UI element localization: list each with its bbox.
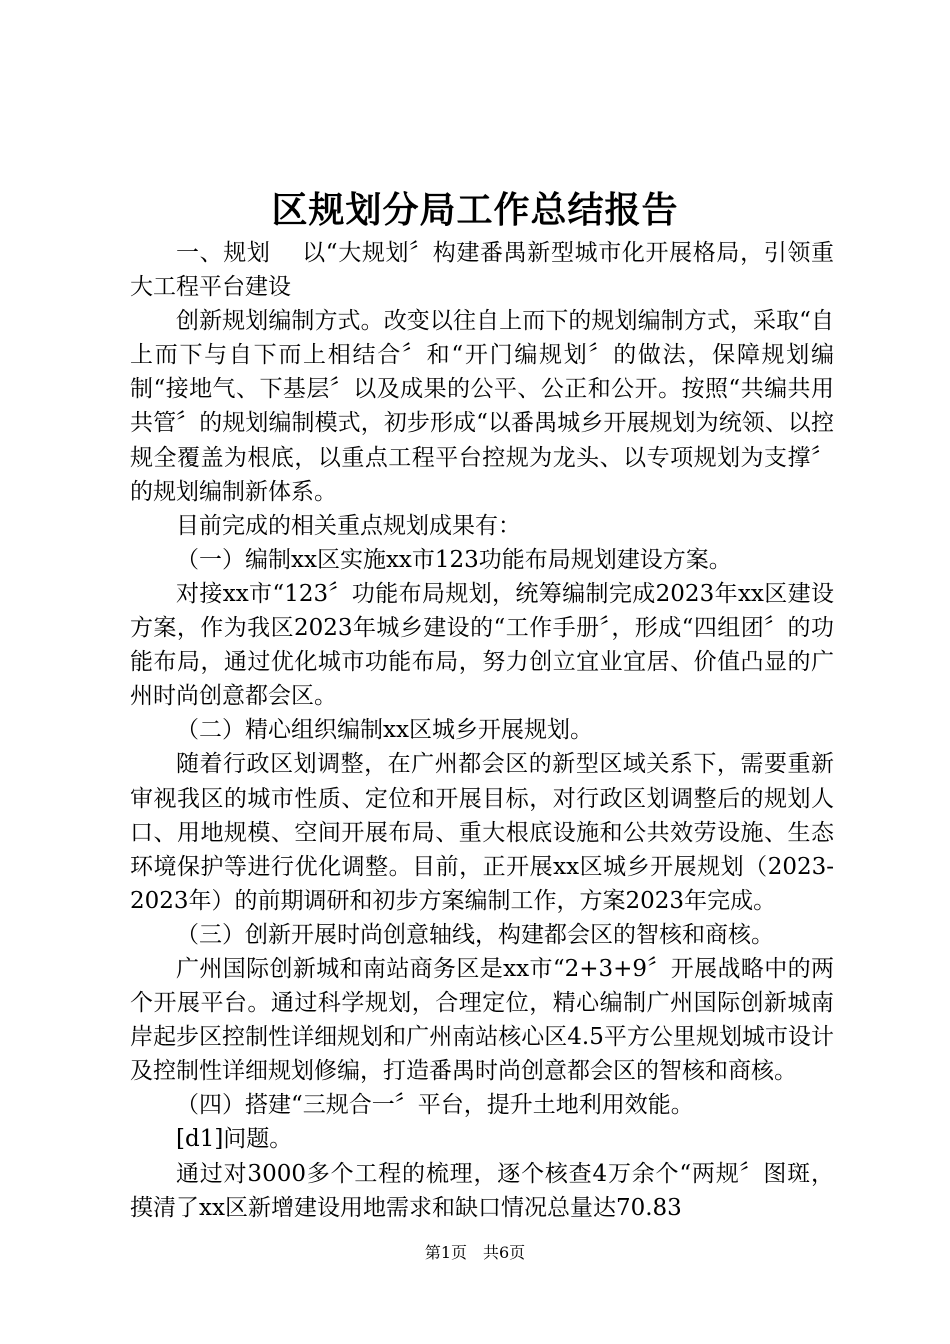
paragraph: 目前完成的相关重点规划成果有： [176, 512, 521, 539]
subheading-4: （四）搭建“三规合一〞平台，提升土地利用效能。 [176, 1092, 694, 1119]
subheading-3: （三）创新开展时尚创意轴线，构建都会区的智核和商核。 [176, 921, 774, 948]
comment-marker-paragraph: [d1]问题。 [176, 1126, 293, 1153]
page-footer: 第1页 共6页 [424, 1243, 526, 1262]
paragraph: 广州国际创新城和南站商务区是xx市“2+3+9〞开展战略中的两个开展平台。通过科学规划，合理定位，精心编制广州国际创新城南岸起步区控制性详细规划和广州南站核心区4.5平方公里规划城市设计及控制性详细规划修编，打造番禺时尚创意都会区的智核和商核。 [130, 955, 834, 1085]
paragraph: 对接xx市“123〞功能布局规划，统筹编制完成2023年xx区建设方案，作为我区2023年城乡建设的“工作手册〞，形成“四组团〞的功能布局，通过优化城市功能布局，努力创立宜业宜居、价值凸显的广州时尚创意都会区。 [130, 580, 834, 710]
subheading-2: （二）精心组织编制xx区城乡开展规划。 [176, 717, 593, 744]
paragraph: 创新规划编制方式。改变以往自上而下的规划编制方式，采取“自上而下与自下而上相结合〞和“开门编规划〞的做法，保障规划编制“接地气、下基层〞以及成果的公平、公正和公开。按照“共编共用共管〞的规划编制模式，初步形成“以番禺城乡开展规划为统领、以控规全覆盖为根底，以重点工程平台控规为龙头、以专项规划为支撑〞的规划编制新体系。 [130, 308, 834, 505]
paragraph: 通过对3000多个工程的梳理，逐个核查4万余个“两规〞图斑，摸清了xx区新增建设用地需求和缺口情况总量达70.83 [130, 1160, 834, 1221]
subheading-1: （一）编制xx区实施xx市123功能布局规划建设方案。 [176, 546, 732, 573]
paragraph-heading-1: 一、规划 以“大规划〞构建番禺新型城市化开展格局，引领重大工程平台建设 [130, 240, 834, 301]
document-body [130, 236, 834, 1225]
paragraph: 随着行政区划调整，在广州都会区的新型区域关系下，需要重新审视我区的城市性质、定位和开展目标，对行政区划调整后的规划人口、用地规模、空间开展布局、重大根底设施和公共效劳设施、生态环境保护等进行优化调整。目前，正开展xx区城乡开展规划（2023-2023年）的前期调研和初步方案编制工作，方案2023年完成。 [130, 751, 834, 914]
document-title: 区规划分局工作总结报告 [271, 190, 679, 231]
